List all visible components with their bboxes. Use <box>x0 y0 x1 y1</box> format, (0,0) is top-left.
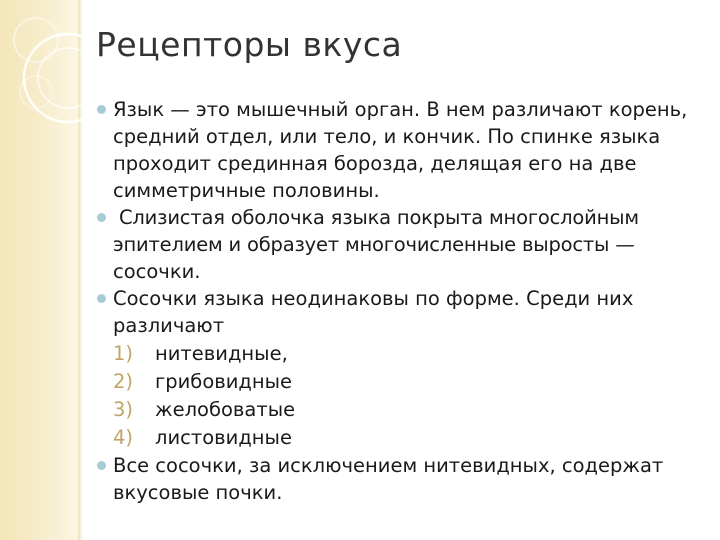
number-label: 4) <box>113 426 134 449</box>
bullet-item <box>97 204 715 285</box>
numbered-item <box>97 424 715 452</box>
number-text: желобоватые <box>155 398 296 421</box>
slide-title: Рецепторы вкуса <box>96 25 403 64</box>
bullet-text-line: сосочки. <box>113 260 201 283</box>
bullet-text: Язык — это мышечный орган. В нем различают корень, средний отдел, или тело, и кончик. По спинке языка проходит срединная борозда, делящая его на две симметричные половины. <box>113 98 688 202</box>
number-text: грибовидные <box>155 370 293 393</box>
bullet-text-line: Слизистая оболочка языка покрыта многослойным <box>119 206 639 229</box>
bullet-text: Сосочки языка неодинаковы по форме. Среди них различают <box>113 287 634 337</box>
number-label: 1) <box>113 342 134 365</box>
bullet-item <box>97 285 715 339</box>
numbered-item <box>97 396 715 424</box>
bullet-dot-icon <box>97 213 106 222</box>
slide-content <box>97 96 715 506</box>
number-text: листовидные <box>155 426 292 449</box>
number-label: 3) <box>113 398 134 421</box>
bullet-text-line: эпителием и образует многочисленные выросты — <box>113 233 635 256</box>
bullet-item <box>97 452 715 506</box>
number-label: 2) <box>113 370 134 393</box>
bullet-text: Все сосочки, за исключением нитевидных, содержат вкусовые почки. <box>113 454 664 504</box>
bullet-item <box>97 96 715 204</box>
bullet-dot-icon <box>97 105 106 114</box>
number-text: нитевидные, <box>155 342 288 365</box>
numbered-item <box>97 340 715 368</box>
numbered-list <box>97 340 715 452</box>
bullet-dot-icon <box>97 294 106 303</box>
numbered-item <box>97 368 715 396</box>
bullet-dot-icon <box>97 461 106 470</box>
